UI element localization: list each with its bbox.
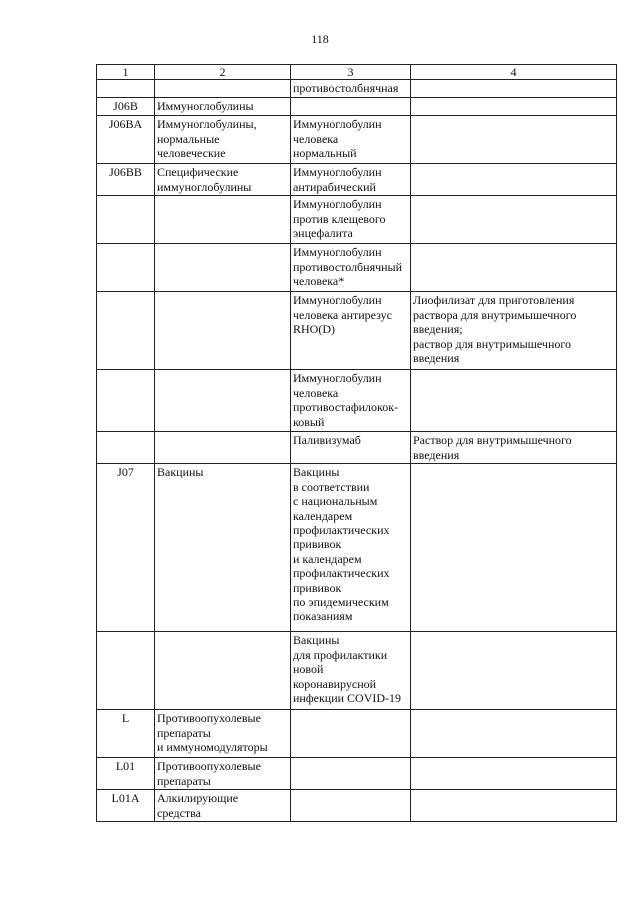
atc-code-cell: L01A (97, 790, 155, 822)
group-cell: Противоопухолевые препараты и иммуномодуляторы (155, 710, 291, 758)
drug-cell: противостолбнячная (291, 80, 411, 98)
drug-cell: Иммуноглобулин человека антирезус RHO(D) (291, 292, 411, 370)
group-cell: Алкилирующие средства (155, 790, 291, 822)
form-cell (411, 464, 617, 632)
drug-cell: Иммуноглобулин антирабический (291, 164, 411, 196)
table-row (97, 632, 617, 710)
form-cell (411, 632, 617, 710)
atc-code-cell: L (97, 710, 155, 758)
header-col-2: 2 (155, 65, 291, 80)
atc-code-cell (97, 292, 155, 370)
table-row (97, 196, 617, 244)
drug-cell (291, 98, 411, 116)
group-cell: Специфические иммуноглобулины (155, 164, 291, 196)
group-cell (155, 196, 291, 244)
table-header (97, 65, 617, 80)
table-row (97, 790, 617, 822)
group-cell (155, 80, 291, 98)
form-cell (411, 98, 617, 116)
atc-code-cell: L01 (97, 758, 155, 790)
table-row (97, 80, 617, 98)
header-col-3: 3 (291, 65, 411, 80)
drug-cell: Вакцины для профилактики новой коронавирусной инфекции COVID-19 (291, 632, 411, 710)
table-body (97, 80, 617, 822)
form-cell: Лиофилизат для приготовления раствора для внутримышечного введения; раствор для внутримышечного введения (411, 292, 617, 370)
group-cell (155, 292, 291, 370)
form-cell (411, 116, 617, 164)
group-cell (155, 370, 291, 432)
table-row (97, 758, 617, 790)
table-row (97, 116, 617, 164)
table-row (97, 244, 617, 292)
form-cell (411, 790, 617, 822)
form-cell (411, 244, 617, 292)
table-row (97, 292, 617, 370)
atc-code-cell (97, 244, 155, 292)
form-cell (411, 710, 617, 758)
table-row (97, 370, 617, 432)
drug-cell (291, 710, 411, 758)
atc-code-cell (97, 196, 155, 244)
table-row (97, 164, 617, 196)
header-col-4: 4 (411, 65, 617, 80)
group-cell: Вакцины (155, 464, 291, 632)
form-cell (411, 164, 617, 196)
drug-cell: Иммуноглобулин человека нормальный (291, 116, 411, 164)
drug-cell: Иммуноглобулин против клещевого энцефалита (291, 196, 411, 244)
header-col-1: 1 (97, 65, 155, 80)
header-row (97, 65, 617, 80)
table-row (97, 464, 617, 632)
form-cell (411, 80, 617, 98)
group-cell (155, 244, 291, 292)
group-cell (155, 432, 291, 464)
group-cell: Иммуноглобулины, нормальные человеческие (155, 116, 291, 164)
drug-cell (291, 790, 411, 822)
form-cell (411, 196, 617, 244)
page-number: 118 (311, 32, 329, 46)
atc-code-cell: J07 (97, 464, 155, 632)
drug-cell: Паливизумаб (291, 432, 411, 464)
atc-code-cell (97, 80, 155, 98)
atc-code-cell: J06BB (97, 164, 155, 196)
form-cell (411, 758, 617, 790)
drug-cell (291, 758, 411, 790)
drug-table (96, 64, 617, 822)
table-row (97, 710, 617, 758)
atc-code-cell (97, 370, 155, 432)
drug-cell: Иммуноглобулин человека противостафилокок- ковый (291, 370, 411, 432)
drug-cell: Вакцины в соответствии с национальным календарем профилактических прививок и календарем профилактических прививок по эпидемическим показаниям (291, 464, 411, 632)
atc-code-cell (97, 632, 155, 710)
table-row (97, 432, 617, 464)
form-cell: Раствор для внутримышечного введения (411, 432, 617, 464)
group-cell: Иммуноглобулины (155, 98, 291, 116)
form-cell (411, 370, 617, 432)
group-cell (155, 632, 291, 710)
table-row (97, 98, 617, 116)
atc-code-cell: J06BA (97, 116, 155, 164)
atc-code-cell (97, 432, 155, 464)
atc-code-cell: J06B (97, 98, 155, 116)
group-cell: Противоопухолевые препараты (155, 758, 291, 790)
drug-cell: Иммуноглобулин противостолбнячный человека* (291, 244, 411, 292)
